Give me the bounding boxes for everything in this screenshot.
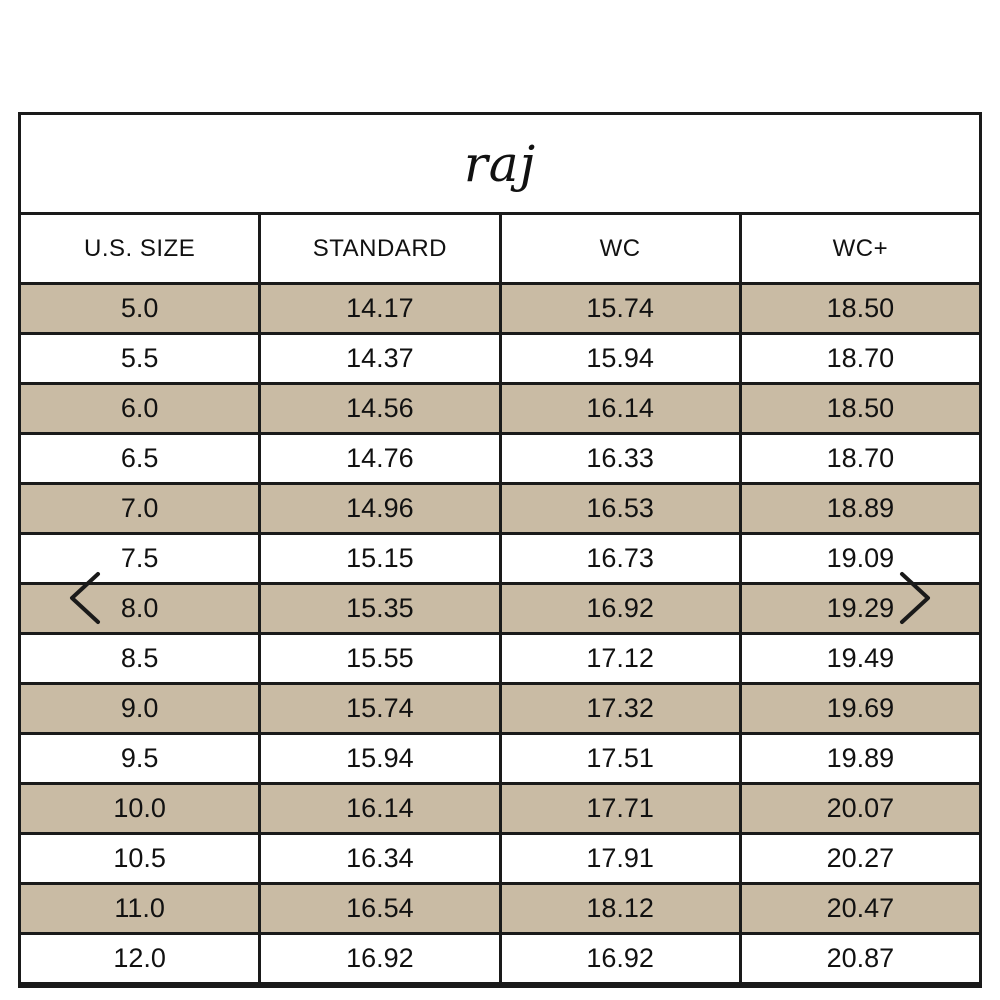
cell-us-size: 12.0 <box>21 935 261 982</box>
cell-standard: 16.14 <box>261 785 501 832</box>
cell-wc-plus: 20.47 <box>826 893 895 923</box>
cell-us-size: 6.0 <box>21 385 261 432</box>
table-row <box>21 685 979 735</box>
cell-us-size: 8.0 <box>21 585 261 632</box>
cell-standard: 16.54 <box>261 885 501 932</box>
cell-wc-plus: 19.09 <box>826 543 895 573</box>
table-row <box>21 735 979 785</box>
cell-wc-plus: 18.89 <box>826 493 895 523</box>
cell-us-size: 7.0 <box>21 485 261 532</box>
header-wc: WC <box>502 215 742 282</box>
cell-wc: 16.14 <box>502 385 742 432</box>
cell-us-size: 8.5 <box>21 635 261 682</box>
header-wc-plus: WC+ <box>832 234 889 262</box>
cell-standard: 14.76 <box>261 435 501 482</box>
cell-us-size: 9.0 <box>21 685 261 732</box>
chevron-left-icon <box>64 570 104 626</box>
chevron-right-icon <box>896 570 936 626</box>
cell-standard: 14.56 <box>261 385 501 432</box>
cell-wc-plus: 18.70 <box>826 343 895 373</box>
cell-us-size: 5.5 <box>21 335 261 382</box>
cell-wc: 18.12 <box>502 885 742 932</box>
table-row <box>21 535 979 585</box>
table-body <box>21 285 979 985</box>
next-slide-button[interactable] <box>896 570 936 626</box>
cell-wc: 16.53 <box>502 485 742 532</box>
cell-standard: 15.74 <box>261 685 501 732</box>
table-row <box>21 585 979 635</box>
table-row <box>21 485 979 535</box>
cell-wc: 17.51 <box>502 735 742 782</box>
cell-standard: 15.94 <box>261 735 501 782</box>
table-row <box>21 435 979 485</box>
cell-wc: 17.71 <box>502 785 742 832</box>
table-row <box>21 385 979 435</box>
cell-wc-plus: 20.87 <box>826 943 895 973</box>
cell-wc: 17.91 <box>502 835 742 882</box>
table-row <box>21 835 979 885</box>
cell-us-size: 10.0 <box>21 785 261 832</box>
cell-wc-plus: 19.49 <box>826 643 895 673</box>
cell-wc: 15.74 <box>502 285 742 332</box>
cell-wc-plus: 19.89 <box>826 743 895 773</box>
cell-us-size: 9.5 <box>21 735 261 782</box>
cell-wc-plus: 19.29 <box>826 593 895 623</box>
size-chart-table <box>18 112 982 988</box>
cell-standard: 15.55 <box>261 635 501 682</box>
previous-slide-button[interactable] <box>64 570 104 626</box>
cell-us-size: 11.0 <box>21 885 261 932</box>
cell-wc: 17.32 <box>502 685 742 732</box>
table-row <box>21 335 979 385</box>
table-row <box>21 785 979 835</box>
cell-wc: 16.92 <box>502 585 742 632</box>
cell-standard: 14.37 <box>261 335 501 382</box>
cell-wc-plus: 18.70 <box>826 443 895 473</box>
cell-wc-plus: 19.69 <box>826 693 895 723</box>
header-standard: STANDARD <box>261 215 501 282</box>
cell-wc-plus: 20.07 <box>826 793 895 823</box>
cell-standard: 15.15 <box>261 535 501 582</box>
cell-us-size: 6.5 <box>21 435 261 482</box>
cell-us-size: 10.5 <box>21 835 261 882</box>
table-row <box>21 935 979 985</box>
cell-standard: 14.96 <box>261 485 501 532</box>
table-row <box>21 285 979 335</box>
cell-standard: 16.92 <box>261 935 501 982</box>
cell-us-size: 5.0 <box>21 285 261 332</box>
table-title: raj <box>463 134 537 193</box>
header-us-size: U.S. SIZE <box>21 215 261 282</box>
cell-wc: 16.92 <box>502 935 742 982</box>
cell-standard: 16.34 <box>261 835 501 882</box>
cell-wc-plus: 18.50 <box>826 393 895 423</box>
cell-wc: 16.73 <box>502 535 742 582</box>
cell-us-size: 7.5 <box>21 535 261 582</box>
cell-wc-plus: 20.27 <box>826 843 895 873</box>
cell-wc-plus: 18.50 <box>826 293 895 323</box>
cell-standard: 14.17 <box>261 285 501 332</box>
cell-wc: 16.33 <box>502 435 742 482</box>
table-title-cell <box>21 115 979 215</box>
table-row <box>21 635 979 685</box>
table-header-row <box>21 215 979 285</box>
cell-wc: 17.12 <box>502 635 742 682</box>
cell-standard: 15.35 <box>261 585 501 632</box>
table-row <box>21 885 979 935</box>
cell-wc: 15.94 <box>502 335 742 382</box>
